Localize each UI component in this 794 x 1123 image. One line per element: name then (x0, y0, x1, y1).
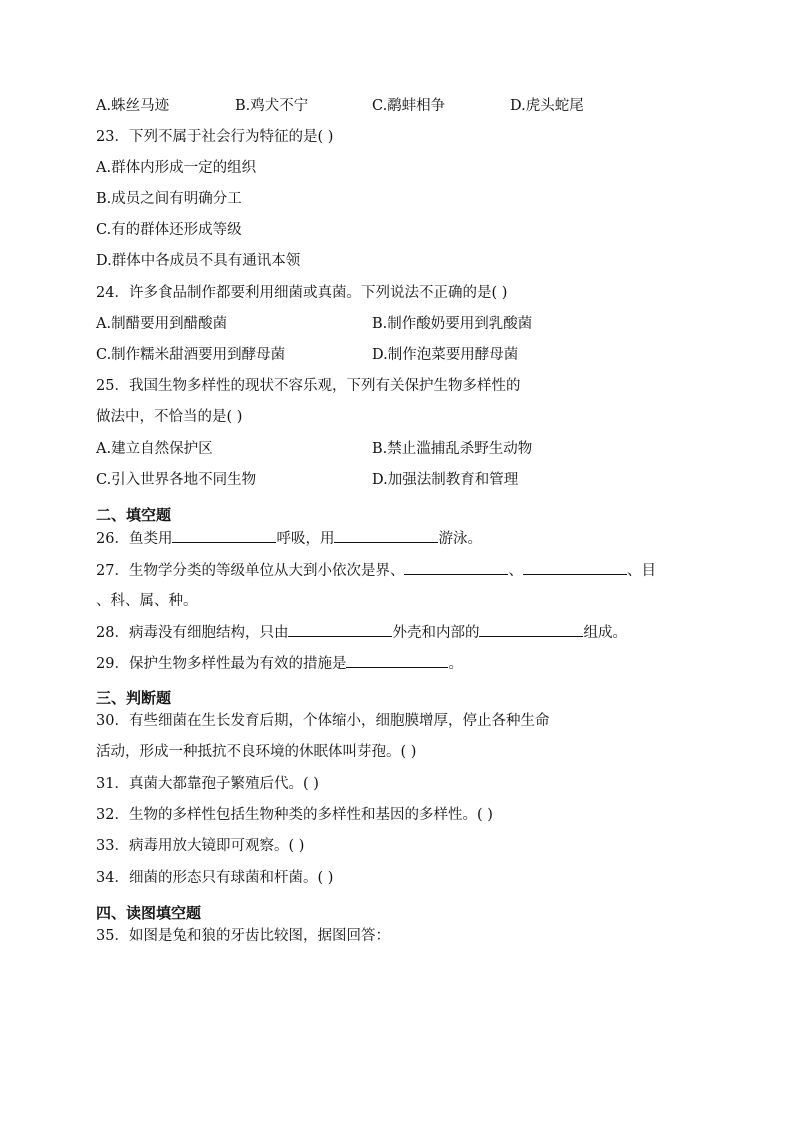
section-4-title: 四、读图填空题 (96, 904, 202, 922)
q23-option-a: A.群体内形成一定的组织 (96, 160, 257, 176)
q23-option-d: D.群体中各成员不具有通讯本领 (96, 253, 301, 269)
q27-line1 (96, 560, 656, 581)
q26 (96, 528, 482, 549)
q27-line2: 、科、属、种。 (96, 593, 198, 609)
q26-blank-2[interactable] (334, 528, 438, 543)
q27-blank-2[interactable] (523, 560, 627, 575)
q27-text-3: 、目 (626, 563, 656, 579)
q31: 31．真菌大都靠孢子繁殖后代。( ) (96, 776, 319, 792)
q25-option-a: A.建立自然保护区 (96, 441, 213, 457)
q28-blank-2[interactable] (479, 622, 583, 637)
q22-option-c: C.鹬蚌相争 (372, 98, 446, 114)
q25-stem-line2: 做法中，不恰当的是( ) (96, 409, 243, 425)
section-3-title: 三、判断题 (96, 689, 172, 707)
q29-text-1: 29．保护生物多样性最为有效的措施是 (96, 656, 347, 672)
q26-blank-1[interactable] (172, 528, 276, 543)
q28-text-1: 28．病毒没有细胞结构，只由 (96, 625, 289, 641)
q35: 35．如图是兔和狼的牙齿比较图，据图回答： (96, 928, 390, 944)
q25-stem-line1: 25．我国生物多样性的现状不容乐观，下列有关保护生物多样性的 (96, 378, 521, 394)
q22-option-d: D.虎头蛇尾 (510, 98, 584, 114)
q28 (96, 622, 627, 643)
q22-option-b: B.鸡犬不宁 (235, 98, 309, 114)
q23-option-b: B.成员之间有明确分工 (96, 191, 242, 207)
q33: 33．病毒用放大镜即可观察。( ) (96, 838, 305, 854)
q29-text-2: 。 (448, 656, 463, 672)
q27-blank-1[interactable] (404, 560, 508, 575)
q27-text-1: 27．生物学分类的等级单位从大到小依次是界、 (96, 563, 405, 579)
q29-blank-1[interactable] (346, 653, 448, 668)
q25-option-b: B.禁止滥捕乱杀野生动物 (372, 441, 533, 457)
q28-text-2: 外壳和内部的 (392, 625, 480, 641)
section-2-title: 二、填空题 (96, 506, 172, 524)
q25-option-d: D.加强法制教育和管理 (372, 472, 519, 488)
q23-stem: 23．下列不属于社会行为特征的是( ) (96, 129, 334, 145)
q24-stem: 24．许多食品制作都要利用细菌或真菌。下列说法不正确的是( ) (96, 285, 508, 301)
q30-line1: 30．有些细菌在生长发育后期，个体缩小，细胞膜增厚，停止各种生命 (96, 713, 550, 729)
q23-option-c: C.有的群体还形成等级 (96, 222, 242, 238)
q24-option-c: C.制作糯米甜酒要用到酵母菌 (96, 347, 286, 363)
q30-line2: 活动，形成一种抵抗不良环境的休眠体叫芽孢。( ) (96, 744, 417, 760)
q26-text-1: 26．鱼类用 (96, 531, 173, 547)
q24-option-a: A.制醋要用到醋酸菌 (96, 316, 228, 332)
q28-blank-1[interactable] (288, 622, 392, 637)
q34: 34．细菌的形态只有球菌和杆菌。( ) (96, 870, 334, 886)
q24-option-b: B.制作酸奶要用到乳酸菌 (372, 316, 533, 332)
q25-option-c: C.引入世界各地不同生物 (96, 472, 257, 488)
q29 (96, 653, 463, 674)
q27-text-2: 、 (508, 563, 523, 579)
q26-text-3: 游泳。 (438, 531, 482, 547)
q32: 32．生物的多样性包括生物种类的多样性和基因的多样性。( ) (96, 807, 493, 823)
q24-option-d: D.制作泡菜要用酵母菌 (372, 347, 519, 363)
q28-text-3: 组成。 (583, 625, 627, 641)
q26-text-2: 呼吸，用 (276, 531, 335, 547)
q22-option-a: A.蛛丝马迹 (96, 98, 170, 114)
